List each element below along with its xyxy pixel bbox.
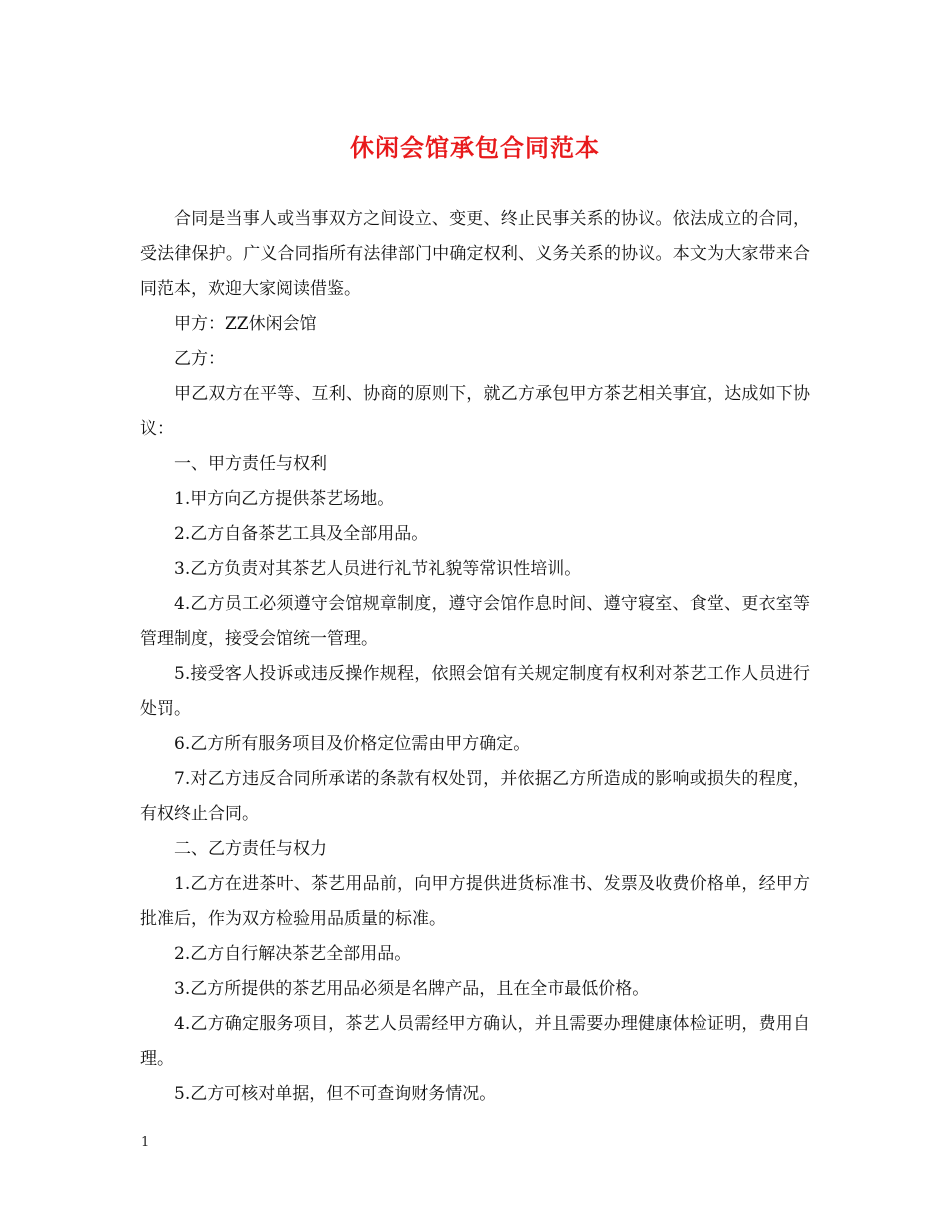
paragraph-agreement: 甲乙双方在平等、互利、协商的原则下，就乙方承包甲方茶艺相关事宜，达成如下协议： — [140, 384, 810, 439]
document-title: 休闲会馆承包合同范本 — [350, 133, 600, 162]
clause-b-2: 2.乙方自行解决茶艺全部用品。 — [174, 944, 412, 964]
section-heading-party-b: 二、乙方责任与权力 — [174, 839, 327, 859]
clause-b-1: 1.乙方在进茶叶、茶艺用品前，向甲方提供进货标准书、发票及收费价格单，经甲方批准后，作为双方检验用品质量的标准。 — [140, 874, 810, 929]
clause-a-3: 3.乙方负责对其茶艺人员进行礼节礼貌等常识性培训。 — [174, 559, 582, 579]
section-heading-party-a: 一、甲方责任与权利 — [174, 454, 327, 474]
document-body — [140, 202, 810, 1112]
clause-b-4: 4.乙方确定服务项目，茶艺人员需经甲方确认，并且需要办理健康体检证明，费用自理。 — [140, 1014, 810, 1069]
clause-a-4: 4.乙方员工必须遵守会馆规章制度，遵守会馆作息时间、遵守寝室、食堂、更衣室等管理制度，接受会馆统一管理。 — [140, 594, 810, 649]
page-number: 1 — [141, 1135, 150, 1150]
clause-a-2: 2.乙方自备茶艺工具及全部用品。 — [174, 524, 429, 544]
paragraph-party-b: 乙方： — [174, 349, 225, 369]
clause-a-5: 5.接受客人投诉或违反操作规程，依照会馆有关规定制度有权利对茶艺工作人员进行处罚。 — [140, 664, 810, 719]
clause-a-7: 7.对乙方违反合同所承诺的条款有权处罚，并依据乙方所造成的影响或损失的程度，有权终止合同。 — [140, 769, 810, 824]
paragraph-intro: 合同是当事人或当事双方之间设立、变更、终止民事关系的协议。依法成立的合同，受法律保护。广义合同指所有法律部门中确定权利、义务关系的协议。本文为大家带来合同范本，欢迎大家阅读借鉴。 — [140, 209, 810, 299]
clause-a-6: 6.乙方所有服务项目及价格定位需由甲方确定。 — [174, 734, 531, 754]
paragraph-party-a: 甲方：ZZ休闲会馆 — [174, 314, 317, 334]
clause-b-3: 3.乙方所提供的茶艺用品必须是名牌产品，且在全市最低价格。 — [174, 979, 650, 999]
clause-a-1: 1.甲方向乙方提供茶艺场地。 — [174, 489, 395, 509]
clause-b-5: 5.乙方可核对单据，但不可查询财务情况。 — [174, 1084, 497, 1104]
